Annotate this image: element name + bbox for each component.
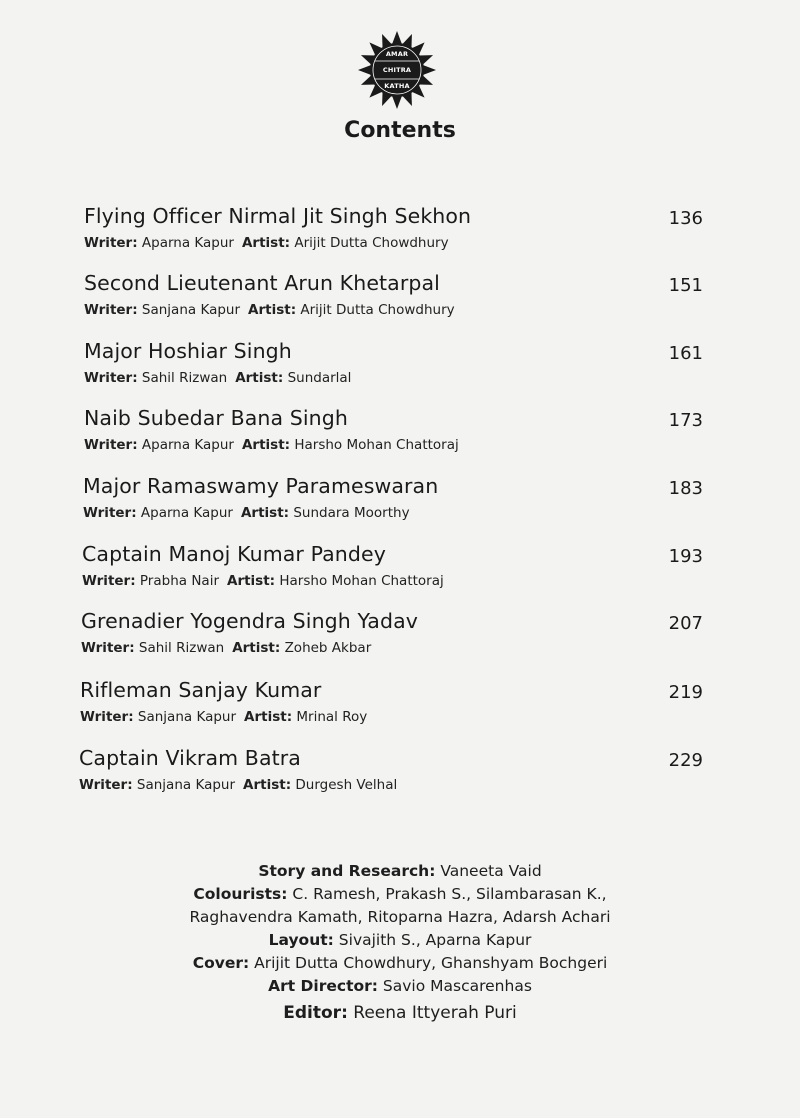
editor-credit: Editor: Reena Ittyerah Puri [283, 1003, 517, 1023]
artist-name: Arijit Dutta Chowdhury [294, 235, 449, 251]
entry-page-number: 229 [668, 750, 703, 771]
writer-label: Writer: [84, 302, 138, 318]
layout-credit: Layout: Sivajith S., Aparna Kapur [268, 931, 532, 949]
artist-label: Artist: [244, 709, 293, 725]
entry-credits [84, 370, 351, 386]
artist-name: Zoheb Akbar [284, 640, 372, 656]
sun-ray [392, 96, 402, 110]
logo-word-2: CHITRA [382, 66, 412, 74]
entry-title: Grenadier Yogendra Singh Yadav [81, 609, 418, 633]
contents-entry [0, 542, 800, 602]
entry-title: Captain Manoj Kumar Pandey [82, 542, 386, 566]
artist-name: Sundara Moorthy [293, 505, 410, 521]
entry-page-number: 193 [668, 546, 703, 567]
writer-name: Sanjana Kapur [137, 709, 237, 725]
entry-page-number: 219 [668, 682, 703, 703]
writer-name: Sahil Rizwan [141, 370, 228, 386]
contents-entry [0, 204, 800, 264]
entry-credits [83, 505, 410, 521]
contents-entry [0, 271, 800, 331]
artist-name: Sundarlal [287, 370, 352, 386]
writer-name: Aparna Kapur [140, 505, 233, 521]
entry-title: Major Ramaswamy Parameswaran [83, 474, 439, 498]
entry-credits [84, 302, 455, 318]
contents-entry [0, 609, 800, 669]
artist-label: Artist: [240, 505, 290, 521]
logo-word-1: AMAR [385, 50, 409, 58]
cover-credit: Cover: Arijit Dutta Chowdhury, Ghanshyam Bochgeri [192, 954, 608, 972]
writer-label: Writer: [79, 777, 133, 793]
writer-name: Aparna Kapur [141, 235, 234, 251]
writer-label: Writer: [83, 505, 137, 521]
artist-name: Harsho Mohan Chattoraj [279, 573, 444, 589]
artist-label: Artist: [235, 370, 284, 386]
page-title: Contents [344, 118, 456, 143]
contents-entry [0, 406, 800, 466]
entry-page-number: 136 [668, 208, 703, 229]
artist-name: Harsho Mohan Chattoraj [294, 437, 459, 453]
entry-credits [79, 777, 397, 793]
colourists-credit-continued: Raghavendra Kamath, Ritoparna Hazra, Adarsh Achari [189, 908, 611, 926]
writer-label: Writer: [84, 370, 138, 386]
writer-name: Aparna Kapur [141, 437, 234, 453]
artist-label: Artist: [248, 302, 297, 318]
entry-title: Captain Vikram Batra [79, 746, 301, 770]
entry-title: Flying Officer Nirmal Jit Singh Sekhon [84, 204, 472, 228]
entry-credits [84, 235, 449, 251]
entry-title: Major Hoshiar Singh [84, 339, 292, 363]
contents-entry [0, 746, 800, 806]
entry-page-number: 173 [668, 410, 703, 431]
artist-label: Artist: [227, 573, 276, 589]
writer-name: Sahil Rizwan [138, 640, 225, 656]
entry-page-number: 207 [668, 613, 703, 634]
contents-entry [0, 339, 800, 399]
entry-page-number: 183 [668, 478, 703, 499]
writer-name: Sanjana Kapur [141, 302, 241, 318]
story-research-credit: Story and Research: Vaneeta Vaid [258, 862, 542, 880]
entry-credits [82, 573, 444, 589]
writer-label: Writer: [82, 573, 136, 589]
entry-title: Rifleman Sanjay Kumar [80, 678, 322, 702]
entry-page-number: 161 [668, 343, 703, 364]
entry-page-number: 151 [668, 275, 703, 296]
writer-name: Prabha Nair [139, 573, 219, 589]
contents-entry [0, 474, 800, 534]
book-credits [0, 860, 800, 1025]
sun-ray [392, 31, 402, 45]
writer-label: Writer: [80, 709, 134, 725]
artist-name: Arijit Dutta Chowdhury [300, 302, 455, 318]
writer-label: Writer: [81, 640, 135, 656]
amar-chitra-katha-logo [357, 30, 437, 110]
artist-label: Artist: [232, 640, 281, 656]
entry-credits [84, 437, 459, 453]
artist-label: Artist: [243, 777, 292, 793]
colourists-credit: Colourists: C. Ramesh, Prakash S., Silambarasan K., [193, 885, 607, 903]
writer-name: Sanjana Kapur [136, 777, 236, 793]
artist-label: Artist: [241, 437, 291, 453]
entry-credits [81, 640, 371, 656]
writer-label: Writer: [84, 437, 138, 453]
logo-word-3: KATHA [384, 82, 410, 90]
contents-entry [0, 678, 800, 738]
entry-title: Naib Subedar Bana Singh [84, 406, 348, 430]
writer-label: Writer: [84, 235, 138, 251]
artist-name: Mrinal Roy [296, 709, 368, 725]
entry-title: Second Lieutenant Arun Khetarpal [84, 271, 440, 295]
entry-credits [80, 709, 367, 725]
artist-name: Durgesh Velhal [295, 777, 398, 793]
art-director-credit: Art Director: Savio Mascarenhas [268, 977, 532, 995]
artist-label: Artist: [241, 235, 291, 251]
